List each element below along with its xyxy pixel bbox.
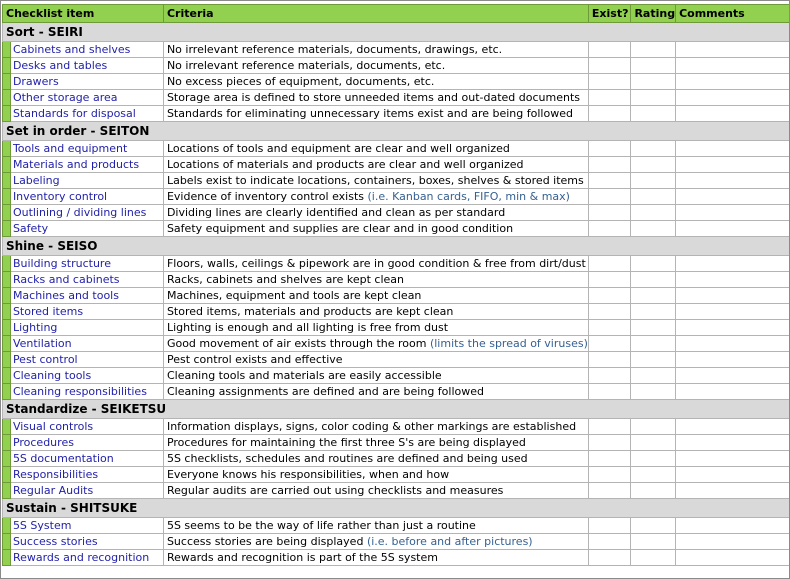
comments-cell[interactable] xyxy=(676,288,790,304)
criteria-text: Evidence of inventory control exists xyxy=(166,190,368,203)
rating-cell[interactable] xyxy=(631,384,676,400)
criteria-cell xyxy=(163,467,588,483)
exist-cell[interactable] xyxy=(588,518,631,534)
row-marker xyxy=(3,173,11,189)
checklist-item: Regular Audits xyxy=(10,483,163,499)
comments-cell[interactable] xyxy=(676,534,790,550)
checklist-item: Desks and tables xyxy=(10,58,163,74)
exist-cell[interactable] xyxy=(588,368,631,384)
row-marker xyxy=(3,272,11,288)
comments-cell[interactable] xyxy=(676,256,790,272)
comments-cell[interactable] xyxy=(676,272,790,288)
checklist-row xyxy=(3,221,790,237)
checklist-row xyxy=(3,320,790,336)
row-marker xyxy=(3,419,11,435)
checklist-row xyxy=(3,336,790,352)
rating-cell[interactable] xyxy=(631,336,676,352)
section-row xyxy=(3,237,790,256)
section-title: Shine - SEISO xyxy=(3,237,790,256)
checklist-row xyxy=(3,90,790,106)
checklist-item: Success stories xyxy=(10,534,163,550)
criteria-cell xyxy=(163,534,588,550)
comments-cell[interactable] xyxy=(676,173,790,189)
rating-cell[interactable] xyxy=(631,518,676,534)
criteria-text: Storage area is defined to store unneeded items and out-dated documents xyxy=(166,91,581,104)
rating-cell[interactable] xyxy=(631,534,676,550)
section-row xyxy=(3,23,790,42)
checklist-row xyxy=(3,419,790,435)
exist-cell[interactable] xyxy=(588,157,631,173)
criteria-cell xyxy=(163,518,588,534)
section-title: Sustain - SHITSUKE xyxy=(3,499,790,518)
row-marker xyxy=(3,58,11,74)
row-marker xyxy=(3,304,11,320)
row-marker xyxy=(3,288,11,304)
criteria-cell xyxy=(163,352,588,368)
criteria-cell xyxy=(163,256,588,272)
exist-cell[interactable] xyxy=(588,451,631,467)
checklist-row xyxy=(3,384,790,400)
criteria-text: Safety equipment and supplies are clear and in good condition xyxy=(166,222,514,235)
rating-cell[interactable] xyxy=(631,189,676,205)
row-marker xyxy=(3,336,11,352)
checklist-row xyxy=(3,58,790,74)
criteria-cell xyxy=(163,384,588,400)
comments-cell[interactable] xyxy=(676,141,790,157)
rating-cell[interactable] xyxy=(631,256,676,272)
criteria-text: Locations of materials and products are clear and well organized xyxy=(166,158,524,171)
section-row xyxy=(3,400,790,419)
section-title: Set in order - SEITON xyxy=(3,122,790,141)
comments-cell[interactable] xyxy=(676,550,790,566)
checklist-item: Cleaning responsibilities xyxy=(10,384,163,400)
checklist-row xyxy=(3,189,790,205)
header-rating: Rating xyxy=(631,5,676,23)
checklist-item: Responsibilities xyxy=(10,467,163,483)
comments-cell[interactable] xyxy=(676,221,790,237)
comments-cell[interactable] xyxy=(676,74,790,90)
checklist-item: Inventory control xyxy=(10,189,163,205)
checklist-item: Lighting xyxy=(10,320,163,336)
rating-cell[interactable] xyxy=(631,435,676,451)
rating-cell[interactable] xyxy=(631,74,676,90)
criteria-cell xyxy=(163,189,588,205)
checklist-item: Machines and tools xyxy=(10,288,163,304)
criteria-text: Procedures for maintaining the first three S's are being displayed xyxy=(166,436,526,449)
rating-cell[interactable] xyxy=(631,157,676,173)
criteria-text: Rewards and recognition is part of the 5S system xyxy=(166,551,438,564)
criteria-note: (i.e. before and after pictures) xyxy=(366,535,533,548)
row-marker xyxy=(3,189,11,205)
header-comments: Comments xyxy=(676,5,790,23)
criteria-cell xyxy=(163,90,588,106)
exist-cell[interactable] xyxy=(588,272,631,288)
criteria-text: Stored items, materials and products are kept clean xyxy=(166,305,454,318)
rating-cell[interactable] xyxy=(631,352,676,368)
criteria-text: Racks, cabinets and shelves are kept clean xyxy=(166,273,404,286)
criteria-cell xyxy=(163,205,588,221)
exist-cell[interactable] xyxy=(588,141,631,157)
criteria-cell xyxy=(163,336,588,352)
row-marker xyxy=(3,141,11,157)
checklist-row xyxy=(3,550,790,566)
checklist-item: Ventilation xyxy=(10,336,163,352)
checklist-row xyxy=(3,256,790,272)
row-marker xyxy=(3,42,11,58)
criteria-cell xyxy=(163,435,588,451)
exist-cell[interactable] xyxy=(588,336,631,352)
criteria-cell xyxy=(163,320,588,336)
checklist-item: Cleaning tools xyxy=(10,368,163,384)
rating-cell[interactable] xyxy=(631,320,676,336)
checklist-row xyxy=(3,368,790,384)
row-marker xyxy=(3,221,11,237)
checklist-item: Procedures xyxy=(10,435,163,451)
checklist-item: Outlining / dividing lines xyxy=(10,205,163,221)
comments-cell[interactable] xyxy=(676,90,790,106)
checklist-row xyxy=(3,534,790,550)
criteria-text: Pest control exists and effective xyxy=(166,353,343,366)
rating-cell[interactable] xyxy=(631,42,676,58)
exist-cell[interactable] xyxy=(588,106,631,122)
checklist-table xyxy=(2,4,790,566)
criteria-cell xyxy=(163,550,588,566)
row-marker xyxy=(3,157,11,173)
checklist-item: Rewards and recognition xyxy=(10,550,163,566)
criteria-text: Everyone knows his responsibilities, when and how xyxy=(166,468,450,481)
checklist-item: Materials and products xyxy=(10,157,163,173)
row-marker xyxy=(3,90,11,106)
rating-cell[interactable] xyxy=(631,205,676,221)
row-marker xyxy=(3,384,11,400)
comments-cell[interactable] xyxy=(676,189,790,205)
checklist-item: Standards for disposal xyxy=(10,106,163,122)
criteria-note: (i.e. Kanban cards, FIFO, min & max) xyxy=(367,190,570,203)
rating-cell[interactable] xyxy=(631,550,676,566)
exist-cell[interactable] xyxy=(588,384,631,400)
criteria-text: Lighting is enough and all lighting is free from dust xyxy=(166,321,449,334)
criteria-text: No irrelevant reference materials, documents, etc. xyxy=(166,59,446,72)
header-row xyxy=(3,5,790,23)
comments-cell[interactable] xyxy=(676,106,790,122)
criteria-cell xyxy=(163,157,588,173)
criteria-cell xyxy=(163,288,588,304)
checklist-row xyxy=(3,272,790,288)
exist-cell[interactable] xyxy=(588,205,631,221)
criteria-text: Information displays, signs, color coding & other markings are established xyxy=(166,420,577,433)
exist-cell[interactable] xyxy=(588,42,631,58)
checklist-item: Stored items xyxy=(10,304,163,320)
rating-cell[interactable] xyxy=(631,483,676,499)
criteria-text: Labels exist to indicate locations, containers, boxes, shelves & stored items xyxy=(166,174,584,187)
checklist-row xyxy=(3,518,790,534)
criteria-text: Dividing lines are clearly identified and clean as per standard xyxy=(166,206,506,219)
checklist-row xyxy=(3,288,790,304)
comments-cell[interactable] xyxy=(676,435,790,451)
exist-cell[interactable] xyxy=(588,320,631,336)
exist-cell[interactable] xyxy=(588,288,631,304)
row-marker xyxy=(3,518,11,534)
checklist-row xyxy=(3,304,790,320)
exist-cell[interactable] xyxy=(588,467,631,483)
row-marker xyxy=(3,106,11,122)
section-row xyxy=(3,499,790,518)
checklist-item: Safety xyxy=(10,221,163,237)
rating-cell[interactable] xyxy=(631,451,676,467)
checklist-item: Cabinets and shelves xyxy=(10,42,163,58)
row-marker xyxy=(3,352,11,368)
criteria-cell xyxy=(163,368,588,384)
exist-cell[interactable] xyxy=(588,550,631,566)
checklist-row xyxy=(3,106,790,122)
row-marker xyxy=(3,451,11,467)
row-marker xyxy=(3,483,11,499)
row-marker xyxy=(3,550,11,566)
criteria-cell xyxy=(163,58,588,74)
comments-cell[interactable] xyxy=(676,483,790,499)
checklist-row xyxy=(3,467,790,483)
criteria-note: (limits the spread of viruses) xyxy=(429,337,588,350)
row-marker xyxy=(3,435,11,451)
checklist-row xyxy=(3,42,790,58)
checklist-row xyxy=(3,435,790,451)
header-exist: Exist? xyxy=(588,5,631,23)
comments-cell[interactable] xyxy=(676,419,790,435)
checklist-row xyxy=(3,74,790,90)
checklist-item: Drawers xyxy=(10,74,163,90)
criteria-cell xyxy=(163,141,588,157)
checklist-item: 5S documentation xyxy=(10,451,163,467)
comments-cell[interactable] xyxy=(676,384,790,400)
criteria-text: Success stories are being displayed xyxy=(166,535,367,548)
comments-cell[interactable] xyxy=(676,205,790,221)
checklist-item: Tools and equipment xyxy=(10,141,163,157)
rating-cell[interactable] xyxy=(631,90,676,106)
header-checklist-item: Checklist item xyxy=(3,5,164,23)
comments-cell[interactable] xyxy=(676,451,790,467)
rating-cell[interactable] xyxy=(631,304,676,320)
comments-cell[interactable] xyxy=(676,518,790,534)
exist-cell[interactable] xyxy=(588,352,631,368)
criteria-cell xyxy=(163,419,588,435)
criteria-text: Floors, walls, ceilings & pipework are in good condition & free from dirt/dust xyxy=(166,257,586,270)
exist-cell[interactable] xyxy=(588,419,631,435)
criteria-text: No irrelevant reference materials, documents, drawings, etc. xyxy=(166,43,503,56)
rating-cell[interactable] xyxy=(631,467,676,483)
row-marker xyxy=(3,467,11,483)
comments-cell[interactable] xyxy=(676,304,790,320)
row-marker xyxy=(3,205,11,221)
checklist-row xyxy=(3,483,790,499)
checklist-row xyxy=(3,352,790,368)
checklist-item: Visual controls xyxy=(10,419,163,435)
rating-cell[interactable] xyxy=(631,221,676,237)
criteria-cell xyxy=(163,221,588,237)
exist-cell[interactable] xyxy=(588,173,631,189)
checklist-body xyxy=(3,23,790,566)
exist-cell[interactable] xyxy=(588,256,631,272)
checklist-row xyxy=(3,205,790,221)
checklist-row xyxy=(3,141,790,157)
comments-cell[interactable] xyxy=(676,157,790,173)
checklist-item: Building structure xyxy=(10,256,163,272)
criteria-text: Regular audits are carried out using checklists and measures xyxy=(166,484,504,497)
row-marker xyxy=(3,256,11,272)
checklist-item: Other storage area xyxy=(10,90,163,106)
rating-cell[interactable] xyxy=(631,368,676,384)
exist-cell[interactable] xyxy=(588,58,631,74)
criteria-text: Cleaning assignments are defined and are being followed xyxy=(166,385,484,398)
exist-cell[interactable] xyxy=(588,221,631,237)
header-criteria: Criteria xyxy=(163,5,588,23)
comments-cell[interactable] xyxy=(676,42,790,58)
exist-cell[interactable] xyxy=(588,74,631,90)
exist-cell[interactable] xyxy=(588,483,631,499)
criteria-text: No excess pieces of equipment, documents, etc. xyxy=(166,75,435,88)
exist-cell[interactable] xyxy=(588,90,631,106)
comments-cell[interactable] xyxy=(676,352,790,368)
criteria-text: Locations of tools and equipment are clear and well organized xyxy=(166,142,510,155)
checklist-item: Pest control xyxy=(10,352,163,368)
rating-cell[interactable] xyxy=(631,272,676,288)
rating-cell[interactable] xyxy=(631,288,676,304)
criteria-cell xyxy=(163,74,588,90)
comments-cell[interactable] xyxy=(676,336,790,352)
checklist-item: 5S System xyxy=(10,518,163,534)
checklist-item: Labeling xyxy=(10,173,163,189)
section-title: Standardize - SEIKETSU xyxy=(3,400,790,419)
checklist-item: Racks and cabinets xyxy=(10,272,163,288)
criteria-text: 5S checklists, schedules and routines are defined and being used xyxy=(166,452,528,465)
checklist-row xyxy=(3,157,790,173)
comments-cell[interactable] xyxy=(676,368,790,384)
criteria-cell xyxy=(163,106,588,122)
comments-cell[interactable] xyxy=(676,320,790,336)
criteria-cell xyxy=(163,483,588,499)
checklist-row xyxy=(3,173,790,189)
criteria-text: Machines, equipment and tools are kept clean xyxy=(166,289,422,302)
criteria-cell xyxy=(163,451,588,467)
rating-cell[interactable] xyxy=(631,419,676,435)
criteria-cell xyxy=(163,304,588,320)
rating-cell[interactable] xyxy=(631,141,676,157)
criteria-cell xyxy=(163,173,588,189)
row-marker xyxy=(3,534,11,550)
criteria-text: 5S seems to be the way of life rather than just a routine xyxy=(166,519,476,532)
rating-cell[interactable] xyxy=(631,58,676,74)
checklist-row xyxy=(3,451,790,467)
criteria-text: Good movement of air exists through the room xyxy=(166,337,430,350)
criteria-cell xyxy=(163,272,588,288)
exist-cell[interactable] xyxy=(588,435,631,451)
section-row xyxy=(3,122,790,141)
exist-cell[interactable] xyxy=(588,304,631,320)
exist-cell[interactable] xyxy=(588,189,631,205)
exist-cell[interactable] xyxy=(588,534,631,550)
criteria-text: Standards for eliminating unnecessary items exist and are being followed xyxy=(166,107,573,120)
criteria-cell xyxy=(163,42,588,58)
comments-cell[interactable] xyxy=(676,58,790,74)
row-marker xyxy=(3,320,11,336)
rating-cell[interactable] xyxy=(631,106,676,122)
section-title: Sort - SEIRI xyxy=(3,23,790,42)
row-marker xyxy=(3,368,11,384)
rating-cell[interactable] xyxy=(631,173,676,189)
row-marker xyxy=(3,74,11,90)
criteria-text: Cleaning tools and materials are easily accessible xyxy=(166,369,442,382)
comments-cell[interactable] xyxy=(676,467,790,483)
